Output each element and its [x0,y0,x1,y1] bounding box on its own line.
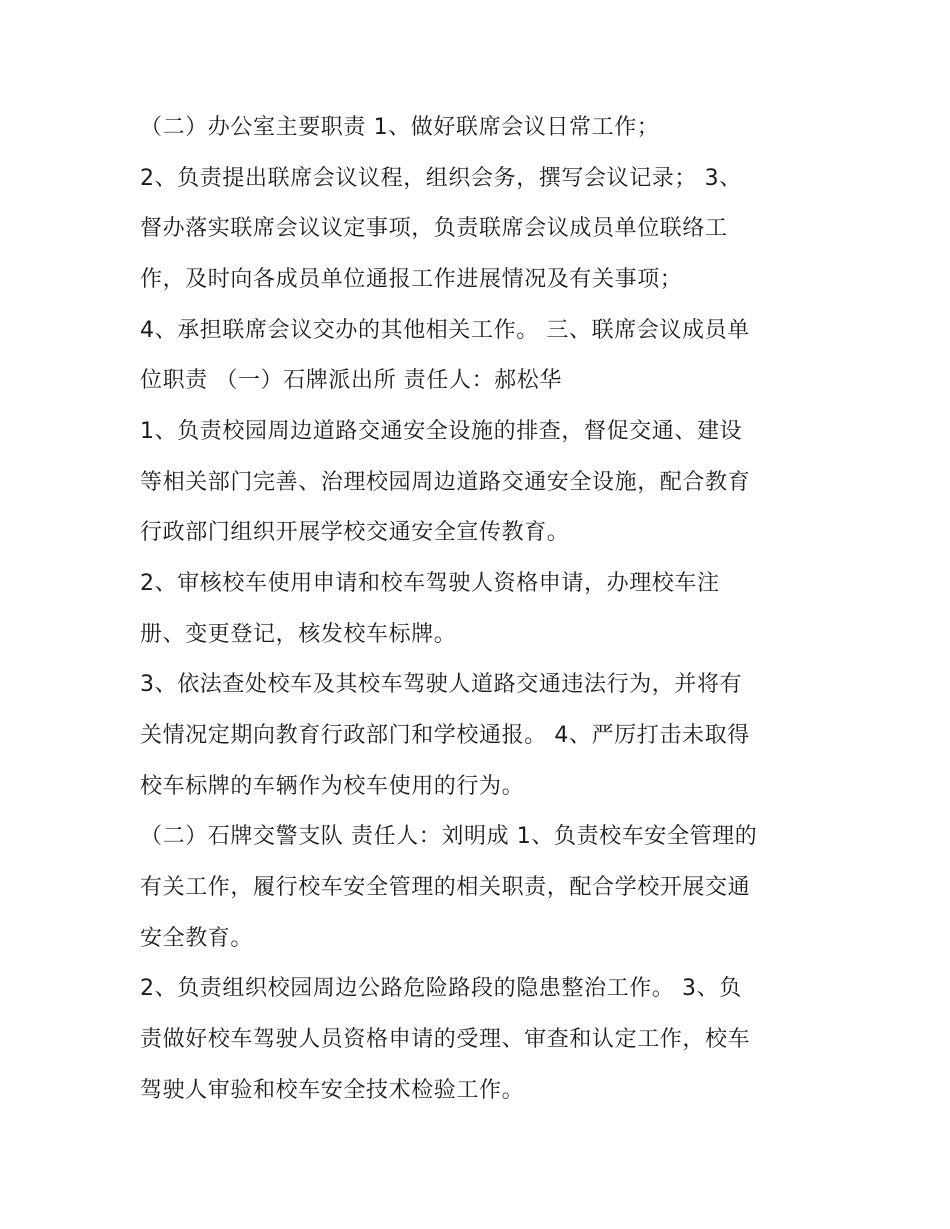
text-line: 2、负责组织校园周边公路危险路段的隐患整治工作。 3、负 [140,976,742,1001]
text-line: 册、变更登记，核发校车标牌。 [140,622,457,647]
text-line: 驾驶人审验和校车安全技术检验工作。 [140,1078,525,1103]
text-line: 关情况定期向教育行政部门和学校通报。 4、严厉打击未取得 [140,723,750,748]
text-line: （二）办公室主要职责 1、做好联席会议日常工作； [140,115,660,140]
text-line: 有关工作，履行校车安全管理的相关职责，配合学校开展交通 [140,875,751,900]
text-line: 3、依法查处校车及其校车驾驶人道路交通违法行为，并将有 [140,672,743,697]
text-line: 1、负责校园周边道路交通安全设施的排查，督促交通、建设 [140,419,743,444]
text-line: 位职责 （一）石牌派出所 责任人：郝松华 [140,368,562,393]
text-line: 行政部门组织开展学校交通安全宣传教育。 [140,520,570,545]
text-line: 4、承担联席会议交办的其他相关工作。 三、联席会议成员单 [140,318,750,343]
text-line: 2、负责提出联席会议议程，组织会务，撰写会议记录； 3、 [140,166,742,191]
text-line: （二）石牌交警支队 责任人：刘明成 1、负责校车安全管理的 [140,824,758,849]
text-line: 作，及时向各成员单位通报工作进展情况及有关事项； [140,267,683,292]
text-line: 安全教育。 [140,926,254,951]
text-line: 督办落实联席会议议定事项，负责联席会议成员单位联络工 [140,216,728,241]
text-line: 等相关部门完善、治理校园周边道路交通安全设施，配合教育 [140,470,751,495]
text-line: 责做好校车驾驶人员资格申请的受理、审查和认定工作，校车 [140,1027,751,1052]
text-line: 校车标牌的车辆作为校车使用的行为。 [140,774,525,799]
text-line: 2、审核校车使用申请和校车驾驶人资格申请，办理校车注 [140,571,720,596]
